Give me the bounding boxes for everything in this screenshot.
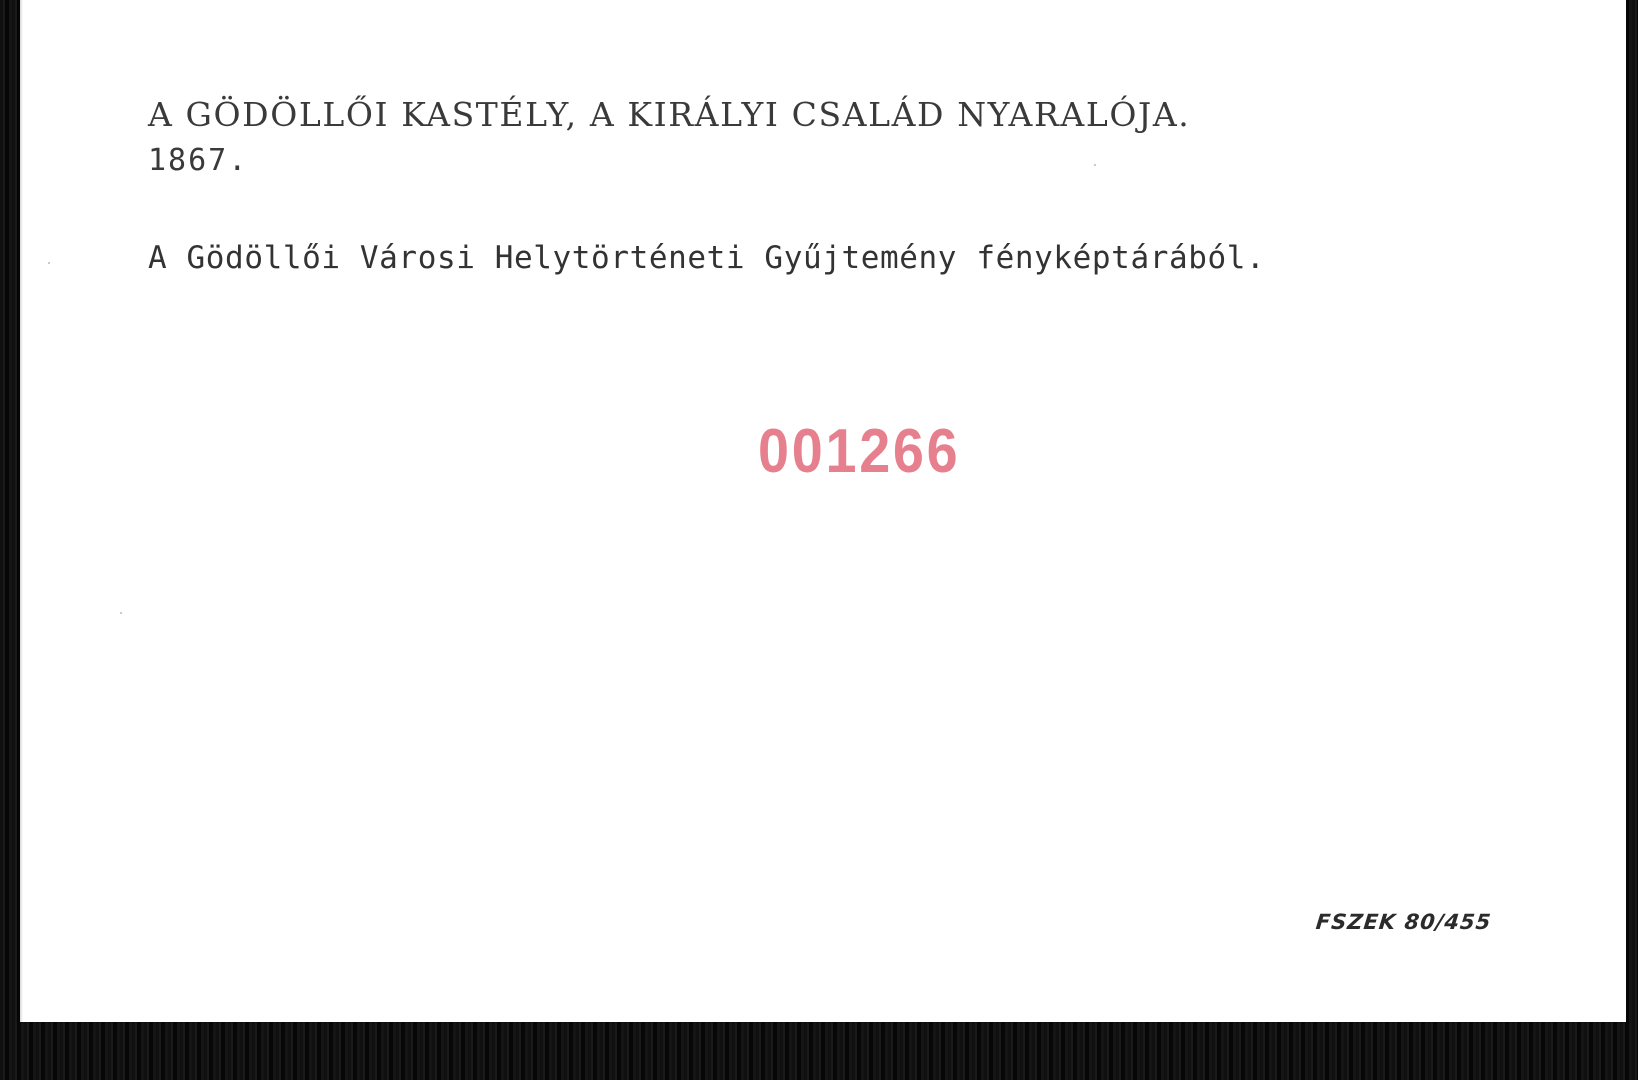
- handwritten-inventory-note: FSZEK 80/455: [1314, 910, 1493, 934]
- paper-speck: [1094, 164, 1096, 166]
- source-attribution: A Gödöllői Városi Helytörténeti Gyűjtemény fényképtárából.: [148, 240, 1266, 276]
- caption-title: A GÖDÖLLŐI KASTÉLY, A KIRÁLYI CSALÁD NYARALÓJA.: [148, 95, 1191, 134]
- paper-speck: [48, 262, 50, 264]
- photo-card-back: [20, 0, 1626, 1022]
- paper-speck: [120, 612, 122, 614]
- red-stamp-number: 001266: [758, 417, 961, 486]
- card-edge: [20, 0, 23, 1022]
- caption-year: 1867.: [148, 143, 249, 178]
